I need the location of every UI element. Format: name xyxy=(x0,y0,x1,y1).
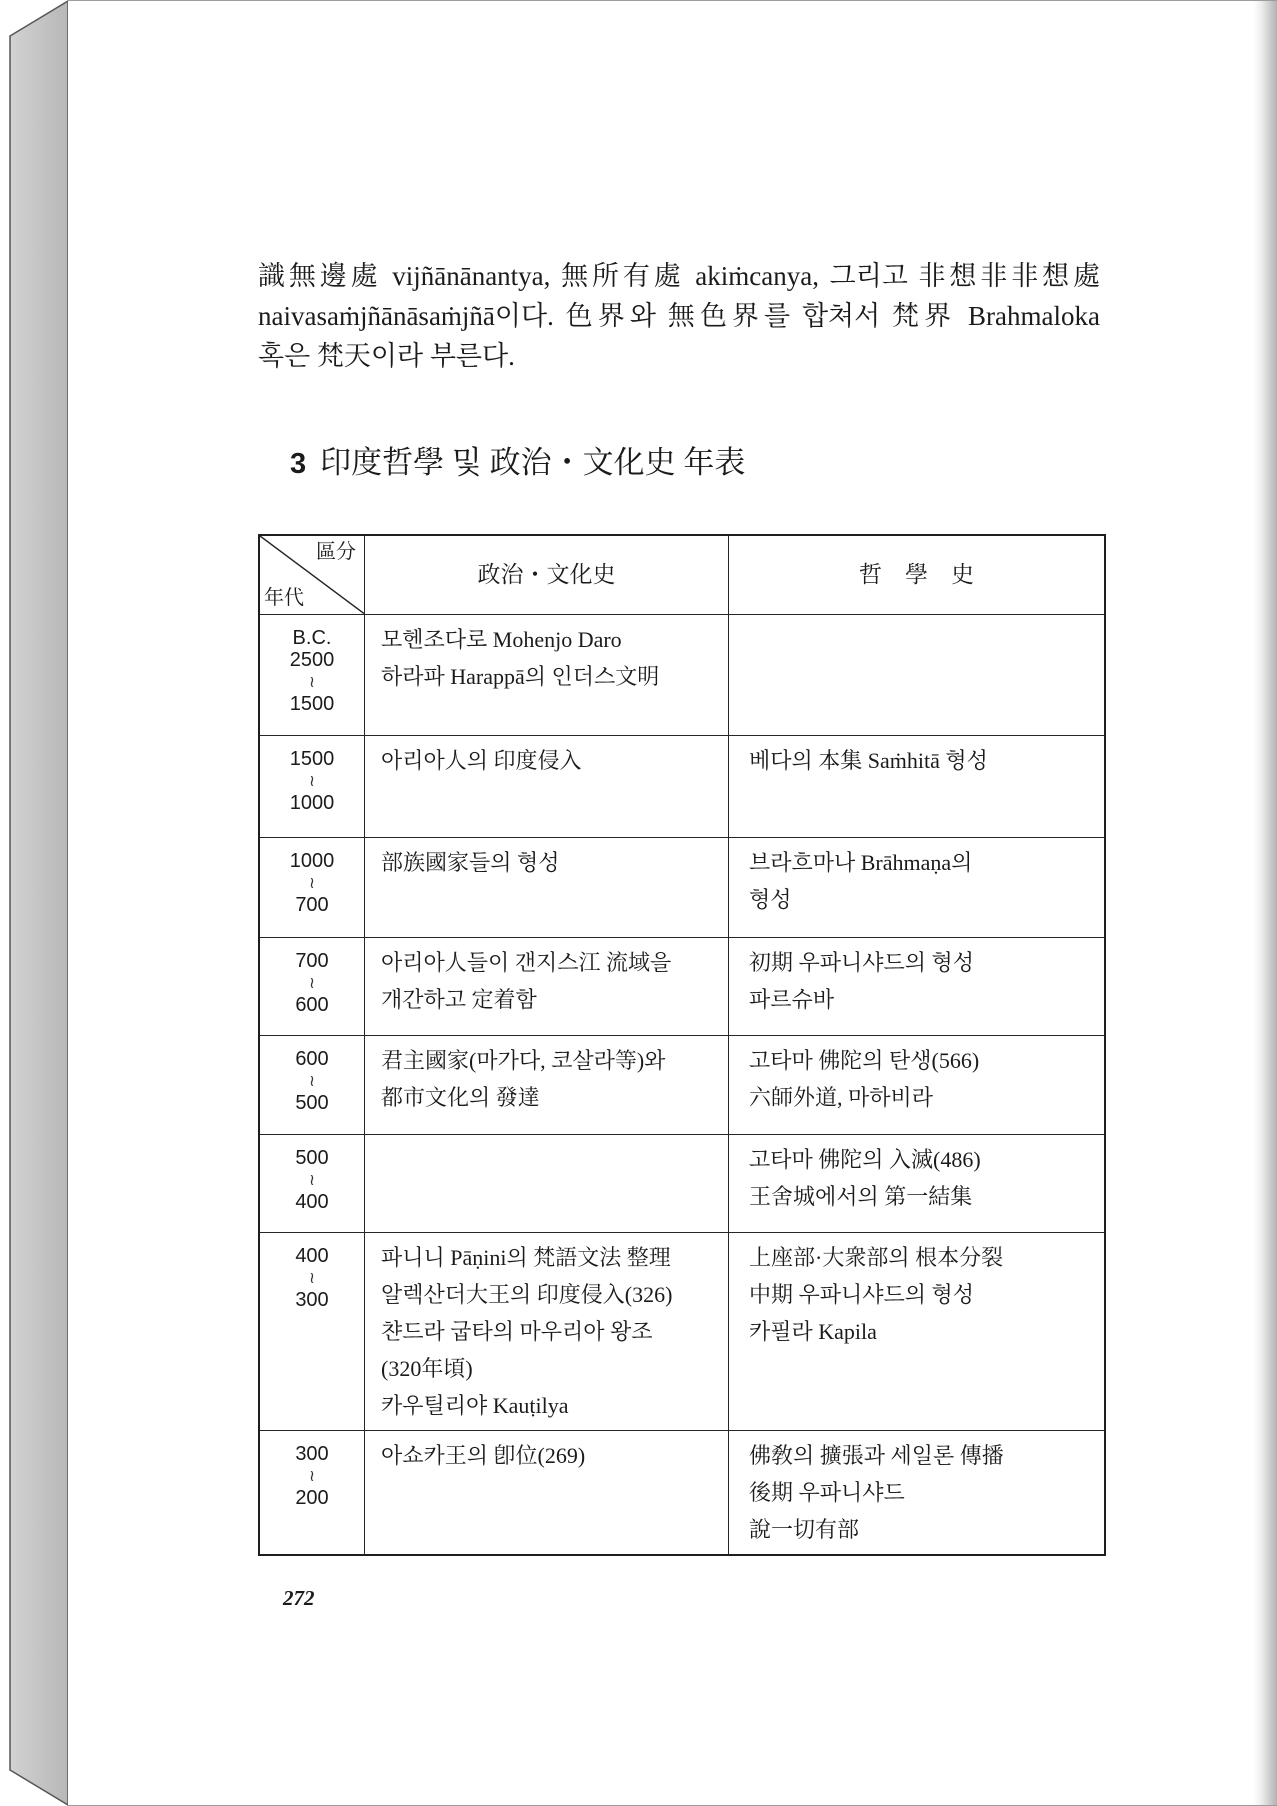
philosophy-line: 브라흐마나 Brāhmaṇa의 xyxy=(749,849,973,875)
politics-line: 파니니 Pāṇini의 梵語文法 整理 xyxy=(381,1244,671,1270)
politics-cell xyxy=(365,937,729,1035)
table-row xyxy=(259,1035,1105,1134)
politics-line: 都市文化의 發達 xyxy=(381,1084,540,1110)
period-cell xyxy=(259,1035,365,1134)
philosophy-line: 王舍城에서의 第一結集 xyxy=(749,1183,973,1209)
book-spine xyxy=(0,0,70,1806)
period-end-year: 200 xyxy=(295,1486,329,1509)
table-head xyxy=(259,535,1105,614)
philosophy-cell xyxy=(729,837,1106,937)
politics-cell xyxy=(365,614,729,735)
period-end-year: 1500 xyxy=(289,692,335,715)
period-start-year: 600 xyxy=(295,1047,329,1070)
period-cell xyxy=(259,937,365,1035)
chronology-table xyxy=(258,534,1106,1556)
period-cell xyxy=(259,735,365,837)
philosophy-cell xyxy=(729,735,1106,837)
table-row xyxy=(259,937,1105,1035)
column-header-philosophy: 哲 學 史 xyxy=(729,535,1106,614)
book-page xyxy=(68,0,1277,1806)
politics-line: 君主國家(마가다, 코살라等)와 xyxy=(381,1047,666,1073)
table-row xyxy=(259,735,1105,837)
table-row xyxy=(259,1134,1105,1232)
period-range-mark: ≀ xyxy=(309,671,315,691)
period-range-mark: ≀ xyxy=(309,872,315,892)
politics-line: 아리아人들이 갠지스江 流域을 xyxy=(381,949,672,975)
philosophy-line: 初期 우파니샤드의 형성 xyxy=(749,949,975,975)
section-title: 印度哲學 및 政治・文化史 年表 xyxy=(320,445,746,480)
politics-line: 개간하고 定着함 xyxy=(381,986,537,1012)
corner-label-division: 區分 xyxy=(316,541,356,563)
period-start-year: 300 xyxy=(295,1442,329,1465)
philosophy-cell xyxy=(729,1232,1106,1430)
philosophy-cell xyxy=(729,614,1106,735)
politics-cell xyxy=(365,1430,729,1555)
column-header-politics: 政治・文化史 xyxy=(365,535,729,614)
table-row xyxy=(259,614,1105,735)
philosophy-cell xyxy=(729,937,1106,1035)
period-start-year: 1000 xyxy=(289,849,335,872)
period-end-year: 1000 xyxy=(289,791,335,814)
period-start-year: 500 xyxy=(295,1146,329,1169)
period-era-label: B.C. xyxy=(292,626,332,649)
politics-line: (320年頃) xyxy=(381,1355,473,1381)
page-number: 272 xyxy=(283,1586,315,1610)
period-range-mark: ≀ xyxy=(309,1169,315,1189)
period-range-mark: ≀ xyxy=(309,1267,315,1287)
politics-cell xyxy=(365,1035,729,1134)
period-cell xyxy=(259,614,365,735)
paragraph-line: naivasaṁjñānāsaṁjñā이다. 色界와 無色界를 합쳐서 梵界 Brahmaloka xyxy=(258,301,1100,331)
period-range-mark: ≀ xyxy=(309,770,315,790)
philosophy-line: 上座部·大衆部의 根本分裂 xyxy=(749,1244,1004,1270)
philosophy-line: 카필라 Kapila xyxy=(749,1318,877,1344)
period-range-mark: ≀ xyxy=(309,1465,315,1485)
period-range-mark: ≀ xyxy=(309,1070,315,1090)
philosophy-line: 고타마 佛陀의 入滅(486) xyxy=(749,1146,981,1172)
philosophy-line: 베다의 本集 Saṁhitā 형성 xyxy=(749,747,988,773)
philosophy-line: 六師外道, 마하비라 xyxy=(749,1084,934,1110)
period-start-year: 400 xyxy=(295,1244,329,1267)
period-cell xyxy=(259,1430,365,1555)
period-end-year: 500 xyxy=(295,1091,329,1114)
period-end-year: 600 xyxy=(295,993,329,1016)
period-end-year: 700 xyxy=(295,893,329,916)
period-start-year: 2500 xyxy=(289,648,335,671)
table-header-row xyxy=(259,535,1105,614)
politics-line: 챤드라 굽타의 마우리아 왕조 xyxy=(381,1318,653,1344)
paragraph-line: 혹은 梵天이라 부른다. xyxy=(258,341,515,371)
politics-cell xyxy=(365,837,729,937)
section-number: 3 xyxy=(290,448,307,480)
period-cell xyxy=(259,1232,365,1430)
period-cell xyxy=(259,837,365,937)
philosophy-line: 說一切有部 xyxy=(749,1516,860,1542)
philosophy-line: 後期 우파니샤드 xyxy=(749,1479,905,1505)
table-row xyxy=(259,1232,1105,1430)
corner-header-cell xyxy=(259,535,365,614)
page-edge-shadow xyxy=(1253,1,1277,1805)
philosophy-line: 형성 xyxy=(749,886,792,912)
body-paragraph xyxy=(258,256,1100,376)
politics-line: 部族國家들의 형성 xyxy=(381,849,560,875)
philosophy-cell xyxy=(729,1035,1106,1134)
section-heading xyxy=(290,441,1090,486)
period-start-year: 1500 xyxy=(289,747,335,770)
philosophy-cell xyxy=(729,1134,1106,1232)
philosophy-line: 파르슈바 xyxy=(749,986,835,1012)
politics-line: 모헨조다로 Mohenjo Daro xyxy=(381,626,622,652)
paragraph-line: 識無邊處 vijñānānantya, 無所有處 akiṁcanya, 그리고 非想非非想處 xyxy=(258,261,1100,291)
period-end-year: 400 xyxy=(295,1190,329,1213)
politics-line: 하라파 Harappā의 인더스文明 xyxy=(381,663,660,689)
politics-cell xyxy=(365,1134,729,1232)
philosophy-line: 佛敎의 擴張과 세일론 傳播 xyxy=(749,1442,1004,1468)
philosophy-line: 中期 우파니샤드의 형성 xyxy=(749,1281,975,1307)
politics-cell xyxy=(365,1232,729,1430)
politics-line: 아리아人의 印度侵入 xyxy=(381,747,582,773)
table-body xyxy=(259,614,1105,1555)
period-cell xyxy=(259,1134,365,1232)
period-end-year: 300 xyxy=(295,1288,329,1311)
table-row xyxy=(259,1430,1105,1555)
period-range-mark: ≀ xyxy=(309,972,315,992)
politics-line: 알렉산더大王의 印度侵入(326) xyxy=(381,1281,673,1307)
politics-line: 아쇼카王의 卽位(269) xyxy=(381,1442,586,1468)
corner-label-period: 年代 xyxy=(264,586,304,609)
period-start-year: 700 xyxy=(295,949,329,972)
politics-cell xyxy=(365,735,729,837)
politics-line: 카우틸리야 Kauṭilya xyxy=(381,1392,569,1418)
philosophy-cell xyxy=(729,1430,1106,1555)
philosophy-line: 고타마 佛陀의 탄생(566) xyxy=(749,1047,980,1073)
table-row xyxy=(259,837,1105,937)
